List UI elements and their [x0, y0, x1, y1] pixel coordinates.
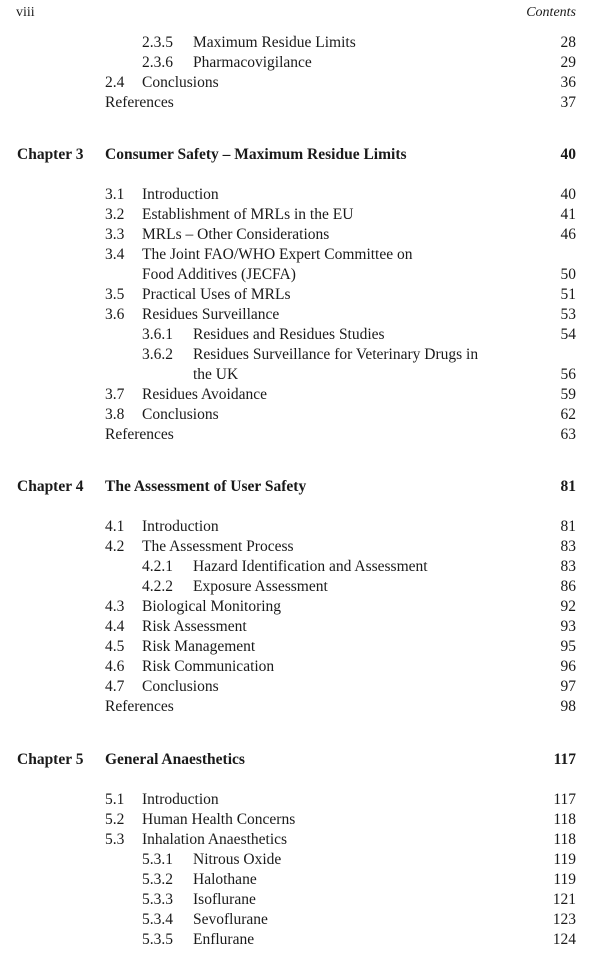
toc-entry[interactable] [0, 697, 605, 717]
entry-page-number: 81 [560, 518, 576, 535]
entry-page-number: 92 [560, 598, 576, 615]
entry-page-number: 121 [552, 891, 576, 908]
entry-title: Food Additives (JECFA) [142, 266, 296, 283]
entry-page-number: 117 [553, 791, 576, 808]
entry-number: 4.2 [105, 538, 125, 555]
toc-entry[interactable] [0, 285, 605, 305]
toc-entry[interactable] [0, 345, 605, 365]
entry-number: 3.3 [105, 226, 125, 243]
entry-title: Establishment of MRLs in the EU [142, 206, 354, 223]
toc-chapter-entry[interactable] [0, 477, 605, 497]
toc-entry[interactable] [0, 305, 605, 325]
entry-title: Maximum Residue Limits [193, 34, 356, 51]
entry-title: MRLs – Other Considerations [142, 226, 330, 243]
entry-number: 3.5 [105, 286, 125, 303]
entry-number: 3.7 [105, 386, 125, 403]
entry-page-number: 97 [560, 678, 576, 695]
entry-number: 5.3.3 [142, 891, 173, 908]
entry-title: the UK [193, 366, 239, 383]
entry-title: Conclusions [142, 74, 219, 91]
toc-entry[interactable] [0, 517, 605, 537]
entry-page-number: 83 [560, 558, 576, 575]
entry-number: 4.2.1 [142, 558, 173, 575]
toc-entry[interactable] [0, 577, 605, 597]
toc-entry[interactable] [0, 870, 605, 890]
toc-entry[interactable] [0, 910, 605, 930]
entry-title: Residues Surveillance for Veterinary Drugs in [193, 346, 479, 363]
entry-title: Human Health Concerns [142, 811, 296, 828]
entry-title: Risk Communication [142, 658, 275, 675]
toc-entry[interactable] [0, 597, 605, 617]
entry-page-number: 119 [553, 871, 576, 888]
toc-entry[interactable] [0, 810, 605, 830]
entry-number: 4.5 [105, 638, 125, 655]
toc-entry[interactable] [0, 225, 605, 245]
entry-number: 3.6.2 [142, 346, 173, 363]
entry-number: 5.2 [105, 811, 125, 828]
entry-title: Inhalation Anaesthetics [142, 831, 288, 848]
entry-number: 3.2 [105, 206, 125, 223]
toc-entry[interactable] [0, 790, 605, 810]
entry-title: Pharmacovigilance [193, 54, 312, 71]
toc-entry[interactable] [0, 245, 605, 265]
entry-page-number: 40 [560, 186, 576, 203]
entry-title: Enflurane [193, 931, 255, 948]
toc-chapter-entry[interactable] [0, 145, 605, 165]
toc-entry[interactable] [0, 537, 605, 557]
entry-title: Conclusions [142, 678, 219, 695]
entry-page-number: 96 [560, 658, 576, 675]
entry-page-number: 95 [560, 638, 576, 655]
toc-entry[interactable] [0, 617, 605, 637]
entry-number: 3.6 [105, 306, 125, 323]
entry-number: 5.3.2 [142, 871, 173, 888]
entry-title: References [105, 426, 174, 443]
entry-page-number: 118 [553, 811, 576, 828]
entry-number: 5.1 [105, 791, 125, 808]
entry-page-number: 37 [560, 94, 576, 111]
toc-entry[interactable] [0, 73, 605, 93]
entry-title: Practical Uses of MRLs [142, 286, 291, 303]
entry-page-number: 28 [560, 34, 576, 51]
toc-entry[interactable] [0, 93, 605, 113]
entry-title: Residues and Residues Studies [193, 326, 385, 343]
entry-page-number: 119 [553, 851, 576, 868]
entry-number: 5.3.5 [142, 931, 173, 948]
entry-title: Consumer Safety – Maximum Residue Limits [105, 146, 407, 163]
entry-page-number: 124 [552, 931, 576, 948]
entry-title: Introduction [142, 518, 219, 535]
entry-page-number: 54 [560, 326, 576, 343]
toc-entry[interactable] [0, 205, 605, 225]
entry-title: Conclusions [142, 406, 219, 423]
toc-entry[interactable] [0, 53, 605, 73]
entry-page-number: 59 [560, 386, 576, 403]
running-title: Contents [526, 5, 576, 20]
entry-title: Risk Management [142, 638, 256, 655]
toc-entry[interactable] [0, 325, 605, 345]
entry-title: Residues Surveillance [142, 306, 280, 323]
entry-page-number: 83 [560, 538, 576, 555]
entry-title: Exposure Assessment [193, 578, 328, 595]
entry-page-number: 93 [560, 618, 576, 635]
toc-entry[interactable] [0, 557, 605, 577]
entry-number: 4.4 [105, 618, 125, 635]
entry-page-number: 62 [560, 406, 576, 423]
entry-number: 4.6 [105, 658, 125, 675]
entry-number: 2.3.5 [142, 34, 173, 51]
toc-entry[interactable] [0, 930, 605, 950]
toc-entry[interactable] [0, 850, 605, 870]
entry-page-number: 123 [552, 911, 576, 928]
toc-entry[interactable] [0, 33, 605, 53]
entry-number: 2.4 [105, 74, 125, 91]
entry-title: Hazard Identification and Assessment [193, 558, 428, 575]
entry-number: Chapter 5 [17, 751, 84, 768]
entry-title: Introduction [142, 791, 219, 808]
entry-title: General Anaesthetics [105, 751, 245, 768]
entry-number: 4.3 [105, 598, 125, 615]
entry-page-number: 46 [560, 226, 576, 243]
entry-title: Biological Monitoring [142, 598, 282, 615]
entry-title: Risk Assessment [142, 618, 247, 635]
entry-page-number: 86 [560, 578, 576, 595]
entry-number: 3.6.1 [142, 326, 173, 343]
toc-entry[interactable] [0, 890, 605, 910]
entry-title: Residues Avoidance [142, 386, 267, 403]
page-number: viii [16, 5, 35, 20]
toc-entry[interactable] [0, 637, 605, 657]
entry-title: Nitrous Oxide [193, 851, 282, 868]
entry-title: Isoflurane [193, 891, 256, 908]
toc-entry[interactable] [0, 385, 605, 405]
entry-title: The Joint FAO/WHO Expert Committee on [142, 246, 413, 263]
toc-entry[interactable] [0, 677, 605, 697]
entry-page-number: 53 [560, 306, 576, 323]
entry-title: The Assessment Process [142, 538, 294, 555]
entry-number: 5.3.1 [142, 851, 173, 868]
entry-title: References [105, 698, 174, 715]
entry-page-number: 36 [560, 74, 576, 91]
entry-title: Halothane [193, 871, 257, 888]
toc-entry[interactable] [0, 265, 605, 285]
entry-number: 5.3.4 [142, 911, 173, 928]
entry-page-number: 51 [560, 286, 576, 303]
entry-number: 5.3 [105, 831, 125, 848]
entry-title: The Assessment of User Safety [105, 478, 307, 495]
entry-number: Chapter 3 [17, 146, 84, 163]
entry-number: 2.3.6 [142, 54, 173, 71]
entry-page-number: 81 [560, 478, 576, 495]
entry-page-number: 41 [560, 206, 576, 223]
entry-title: Sevoflurane [193, 911, 268, 928]
toc-entry[interactable] [0, 405, 605, 425]
entry-number: Chapter 4 [17, 478, 84, 495]
entry-page-number: 40 [560, 146, 576, 163]
entry-number: 4.2.2 [142, 578, 173, 595]
toc-entry[interactable] [0, 830, 605, 850]
entry-number: 4.1 [105, 518, 125, 535]
entry-page-number: 56 [560, 366, 576, 383]
entry-number: 4.7 [105, 678, 125, 695]
toc-entry[interactable] [0, 185, 605, 205]
entry-page-number: 98 [560, 698, 576, 715]
toc-entry[interactable] [0, 365, 605, 385]
entry-number: 3.8 [105, 406, 125, 423]
entry-page-number: 50 [560, 266, 576, 283]
toc-entry[interactable] [0, 657, 605, 677]
entry-page-number: 63 [560, 426, 576, 443]
entry-page-number: 117 [553, 751, 576, 768]
toc-entry[interactable] [0, 425, 605, 445]
entry-number: 3.1 [105, 186, 125, 203]
entry-title: Introduction [142, 186, 219, 203]
toc-chapter-entry[interactable] [0, 750, 605, 770]
entry-page-number: 29 [560, 54, 576, 71]
entry-title: References [105, 94, 174, 111]
entry-number: 3.4 [105, 246, 125, 263]
entry-page-number: 118 [553, 831, 576, 848]
